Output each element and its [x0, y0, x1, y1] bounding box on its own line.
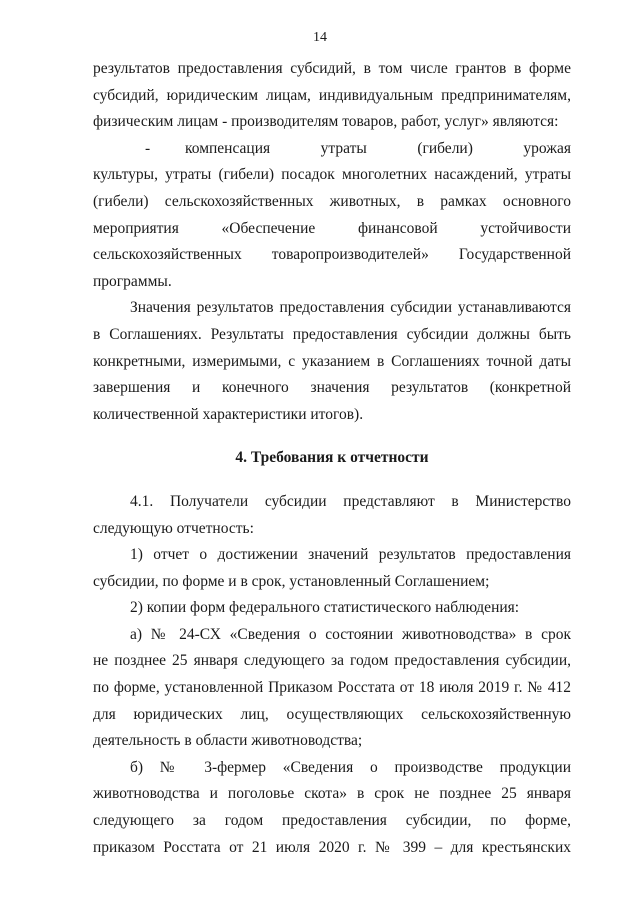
text-line: в Соглашениях. Результаты предоставления субсидии должны быть	[93, 325, 571, 343]
text-line: субсидий, юридическим лицам, индивидуальным предпринимателям,	[93, 86, 571, 104]
text-line: программы.	[93, 272, 172, 290]
text-line: мероприятия «Обеспечение финансовой устойчивости	[93, 219, 571, 237]
text-line: (гибели) сельскохозяйственных животных, в рамках основного	[93, 192, 571, 210]
list-dash: -	[145, 139, 151, 157]
text-line: завершения и конечного значения результатов (конкретной	[93, 379, 571, 397]
text-line: а) № 24-СХ «Сведения о состоянии животноводства» в срок	[130, 625, 571, 643]
text-line: 4.1. Получатели субсидии представляют в Министерство	[130, 492, 571, 510]
document-body	[93, 56, 571, 861]
text-line: количественной характеристики итогов).	[93, 405, 364, 423]
text-line: животноводства и поголовье скота» в срок не позднее 25 января	[93, 785, 571, 803]
text-line: следующего за годом предоставления субсидии, по форме,	[93, 812, 571, 830]
text-line: не позднее 25 января следующего за годом предоставления субсидии,	[93, 652, 571, 670]
paragraph-gap	[93, 472, 571, 489]
section-heading: 4. Требования к отчетности	[235, 449, 429, 467]
text-line: 2) копии форм федерального статистического наблюдения:	[130, 599, 520, 617]
text-line: для юридических лиц, осуществляющих сельскохозяйственную	[93, 705, 571, 723]
text-line: результатов предоставления субсидий, в том числе грантов в форме	[93, 60, 571, 77]
paragraph-gap	[93, 428, 571, 445]
page-number: 14	[313, 30, 327, 45]
text-line: деятельность в области животноводства;	[93, 732, 363, 750]
text-line-content: компенсация утраты (гибели) урожая	[185, 139, 571, 157]
text-line: сельскохозяйственных товаропроизводителей» Государственной	[93, 246, 571, 264]
text-line: следующую отчетность:	[93, 519, 254, 537]
text-line: культуры, утраты (гибели) посадок многолетних насаждений, утраты	[93, 166, 571, 184]
text-line: 1) отчет о достижении значений результатов предоставления	[130, 546, 571, 564]
text-line: приказом Росстата от 21 июля 2020 г. № 399 – для крестьянских	[93, 838, 571, 856]
text-line: по форме, установленной Приказом Росстата от 18 июля 2019 г. № 412	[93, 679, 571, 697]
text-line	[93, 136, 571, 163]
text-line: Значения результатов предоставления субсидии устанавливаются	[130, 299, 571, 317]
text-line: субсидии, по форме и в срок, установленный Соглашением;	[93, 572, 490, 590]
text-line: физическим лицам - производителям товаров, работ, услуг» являются:	[93, 113, 559, 131]
text-line: б) № 3-фермер «Сведения о производстве продукции	[130, 758, 571, 776]
text-line: конкретными, измеримыми, с указанием в Соглашениях точной даты	[93, 352, 571, 370]
